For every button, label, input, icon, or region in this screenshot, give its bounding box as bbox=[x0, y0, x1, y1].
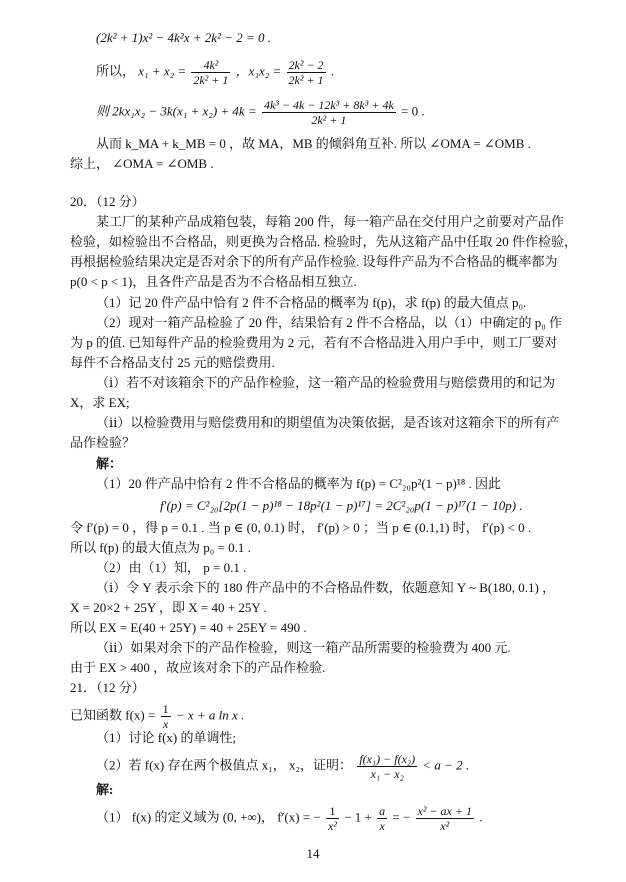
numerator: f(x₁) − f(x₂) bbox=[359, 752, 416, 766]
numerator: 1 bbox=[326, 804, 339, 819]
text-line: 从而 k_MA + k_MB = 0 ，故 MA，MB 的倾斜角互补. 所以 ∠OMA = ∠OMB . bbox=[96, 136, 531, 151]
text-line: （1）讨论 f(x) 的单调性; bbox=[96, 730, 237, 745]
text: = − bbox=[392, 809, 411, 825]
numerator: 2k² − 2 bbox=[288, 58, 324, 72]
page-number: 14 bbox=[306, 846, 320, 861]
solution-heading: 解: bbox=[96, 782, 114, 797]
text: ，x₁x₂ = bbox=[235, 63, 282, 79]
text-line: （ⅱ）以检验费用与赔偿费用和的期望值为决策依据，是否该对这箱余下的所有产 bbox=[96, 415, 560, 430]
text-line: （1）20 件产品中恰有 2 件不合格品的概率为 f(p) = C²₂₀p²(1 − p)¹⁸ . 因此 bbox=[96, 476, 502, 491]
text: − 1 + bbox=[344, 809, 372, 825]
text-line: 某工厂的某种产品成箱包装，每箱 200 件，每一箱产品在交付用户之前要对产品作 bbox=[96, 214, 565, 229]
text: （1） f(x) 的定义域为 (0, +∞)， f′(x) = − bbox=[96, 809, 321, 825]
denominator: x bbox=[379, 819, 385, 833]
text-line: （ⅱ）如果对余下的产品作检验，则这一箱产品所需要的检验费为 400 元. bbox=[96, 640, 511, 655]
text-line: （ⅰ）若不对该箱余下的产品作检验，这一箱产品的检验费用与赔偿费用的和记为 bbox=[96, 375, 556, 390]
fraction bbox=[262, 98, 396, 127]
text: − x + a ln x . bbox=[175, 707, 245, 723]
text-line: X = 20×2 + 25Y ，即 X = 40 + 25Y . bbox=[70, 600, 267, 615]
text-line: 由于 EX > 400 ，故应该对余下的产品作检验. bbox=[70, 660, 326, 675]
text-line: 品作检验？ bbox=[70, 435, 136, 450]
numerator: 1 bbox=[162, 702, 169, 716]
text: < a − 2 . bbox=[422, 757, 470, 773]
numerator: x² − ax + 1 bbox=[417, 804, 472, 818]
text: = 0 . bbox=[401, 103, 425, 119]
fraction bbox=[416, 804, 474, 833]
text: x₁ + x₂ = bbox=[138, 63, 187, 79]
question-number: 20．（12 分） bbox=[70, 194, 145, 209]
denominator: 2k² + 1 bbox=[288, 73, 324, 87]
text-line: 所以 EX = E(40 + 25Y) = 40 + 25EY = 490 . bbox=[70, 620, 307, 635]
denominator: 2k² + 1 bbox=[311, 113, 347, 127]
fraction bbox=[326, 804, 339, 833]
equation-line: (2k² + 1)x² − 4k²x + 2k² − 2 = 0 . bbox=[96, 30, 271, 45]
numerator: 4k³ − 4k − 12k³ + 8k³ + 4k bbox=[263, 98, 394, 112]
text: 所以， bbox=[96, 63, 136, 79]
denominator: 2k² + 1 bbox=[193, 73, 229, 87]
text-line: 综上， ∠OMA = ∠OMB . bbox=[70, 156, 214, 171]
equation-line: f′(p) = C²₂₀[2p(1 − p)¹⁸ − 18p²(1 − p)¹⁷] = 2C²₂₀p(1 − p)¹⁷(1 − 10p) . bbox=[160, 498, 523, 513]
text-line: 每件不合格品支付 25 元的赔偿费用. bbox=[70, 355, 275, 370]
denominator: x² bbox=[328, 819, 337, 833]
text-line: （2）由（1）知， p = 0.1 . bbox=[96, 560, 247, 575]
text: （2）若 f(x) 存在两个极值点 x₁， x₂，证明： bbox=[96, 757, 353, 773]
text-line: 所以 f(p) 的最大值点为 p₀ = 0.1 . bbox=[70, 540, 251, 555]
equation-line bbox=[70, 702, 244, 731]
denominator: x² bbox=[440, 819, 450, 833]
text-line: 令 f′(p) = 0 ，得 p = 0.1 . 当 p ∈ (0, 0.1) 时， f′(p) > 0 ；当 p ∈ (0.1,1) 时， f′(p) < 0 . bbox=[70, 520, 532, 535]
text-line: p(0 < p < 1)，且各件产品是否为不合格品相互独立. bbox=[70, 274, 357, 289]
text-line: 检验，如检验出不合格品，则更换为合格品. 检验时，先从这箱产品中任取 20 件作检验， bbox=[70, 234, 578, 249]
fraction bbox=[287, 58, 326, 87]
denominator: x bbox=[162, 717, 169, 731]
equation-line bbox=[96, 804, 482, 833]
equation-line bbox=[96, 58, 334, 87]
text-line: （ⅰ）令 Y 表示余下的 180 件产品中的不合格品件数，依题意知 Y ~ B(180, 0.1) ， bbox=[96, 580, 556, 595]
text: . bbox=[479, 809, 483, 825]
fraction bbox=[191, 58, 230, 87]
equation-line bbox=[96, 98, 425, 127]
text-line: 为 p 的值. 已知每件产品的检验费用为 2 元，若有不合格品进入用户手中，则工厂要对 bbox=[70, 335, 558, 350]
text-line: （2）现对一箱产品检验了 20 件，结果恰有 2 件不合格品，以（1）中确定的 p₀ 作 bbox=[96, 315, 563, 330]
fraction bbox=[357, 752, 417, 781]
text-line: 再根据检验结果决定是否对余下的所有产品作检验. 设每件产品为不合格品的概率都为 bbox=[70, 254, 558, 269]
text-line: （1）记 20 件产品中恰有 2 件不合格品的概率为 f(p)，求 f(p) 的最大值点 p₀. bbox=[96, 295, 527, 310]
solution-heading: 解： bbox=[96, 456, 123, 471]
numerator: a bbox=[379, 804, 386, 818]
fraction bbox=[161, 702, 171, 731]
denominator: x₁ − x₂ bbox=[370, 767, 404, 781]
numerator: 4k² bbox=[191, 58, 230, 73]
question-number: 21．（12 分） bbox=[70, 680, 145, 695]
text: . bbox=[330, 63, 335, 79]
equation-line bbox=[96, 752, 469, 781]
text-line: X，求 EX; bbox=[70, 395, 130, 410]
text: 则 2kx₁x₂ − 3k(x₁ + x₂) + 4k = bbox=[96, 103, 257, 119]
text: 已知函数 f(x) = bbox=[70, 707, 156, 723]
fraction bbox=[377, 804, 387, 833]
